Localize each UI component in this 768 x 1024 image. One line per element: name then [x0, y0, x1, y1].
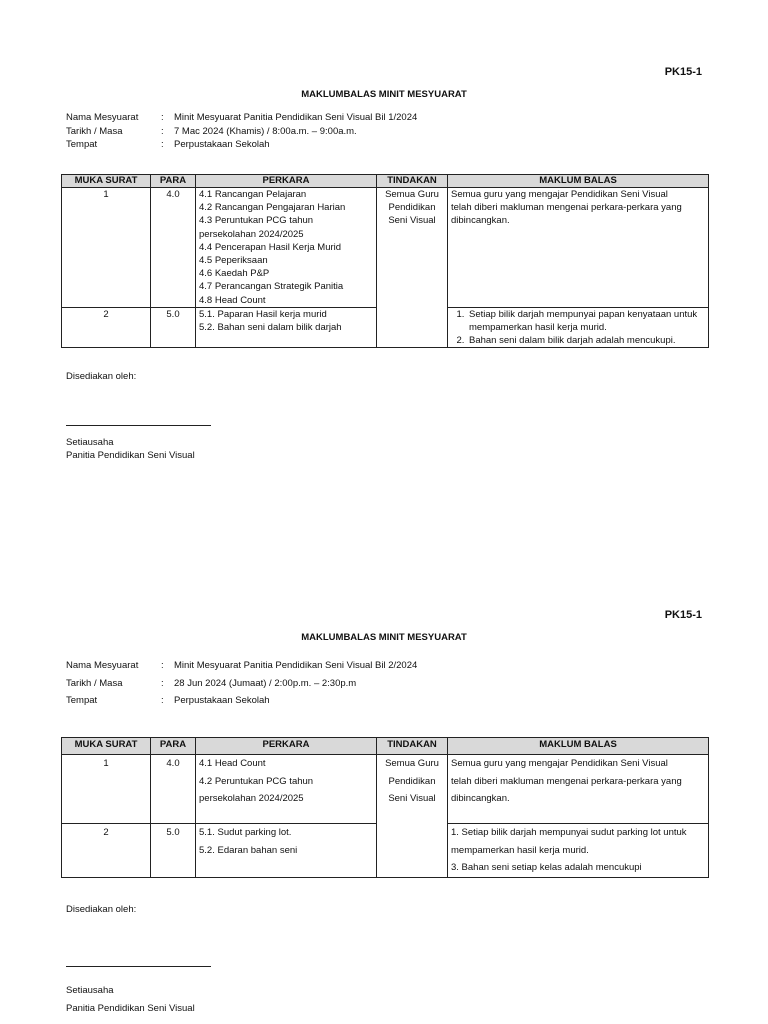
perkara-item: 4.5 Peperiksaan — [199, 255, 268, 267]
meta-value: Minit Mesyuarat Panitia Pendidikan Seni Visual Bil 2/2024 — [174, 660, 418, 671]
perkara-cell — [196, 188, 377, 308]
table-row — [62, 188, 709, 308]
tindakan-line: Semua Guru — [385, 758, 439, 769]
para-cell: 5.0 — [151, 824, 196, 878]
meeting-details — [66, 111, 417, 152]
maklum-balas-cell — [448, 824, 709, 878]
document-title: MAKLUMBALAS MINIT MESYUARAT — [301, 632, 467, 643]
meta-colon: : — [161, 112, 164, 123]
table-header-row — [62, 738, 709, 755]
meta-value: 28 Jun 2024 (Jumaat) / 2:00p.m. – 2:30p.m — [174, 677, 357, 689]
meeting-details — [66, 657, 417, 710]
maklum-balas-cell — [448, 755, 709, 824]
perkara-item: persekolahan 2024/2025 — [199, 228, 304, 240]
header-tindakan: TINDAKAN — [377, 738, 448, 755]
header-para: PARA — [151, 738, 196, 755]
list-item: 2. Bahan seni dalam bilik darjah adalah mencukupi. — [467, 334, 705, 347]
header-perkara: PERKARA — [196, 738, 377, 755]
maklum-balas-line: Semua guru yang mengajar Pendidikan Seni Visual — [451, 758, 668, 769]
meeting-place-row — [66, 692, 417, 710]
tindakan-line: Seni Visual — [388, 793, 436, 804]
meta-value: 7 Mac 2024 (Khamis) / 8:00a.m. – 9:00a.m. — [174, 125, 357, 137]
meta-colon: : — [161, 695, 164, 706]
meta-label: Tempat — [66, 695, 98, 706]
perkara-item: 5.2. Edaran bahan seni — [199, 844, 298, 856]
perkara-item: 5.2. Bahan seni dalam bilik darjah — [199, 322, 342, 334]
meta-label: Nama Mesyuarat — [66, 660, 139, 671]
perkara-cell — [196, 307, 377, 348]
perkara-item: 4.2 Peruntukan PCG tahun — [199, 775, 314, 787]
para-cell: 5.0 — [151, 307, 196, 348]
table-row — [62, 755, 709, 824]
header-muka-surat: MUKA SURAT — [62, 738, 151, 755]
signatory-block — [66, 436, 195, 462]
maklum-balas-line: dibincangkan. — [451, 793, 510, 804]
meta-colon: : — [161, 139, 164, 150]
minutes-table — [61, 174, 709, 348]
header-tindakan: TINDAKAN — [377, 175, 448, 188]
meta-value: Perpustakaan Sekolah — [174, 139, 270, 150]
tindakan-cell — [377, 188, 448, 348]
perkara-item: persekolahan 2024/2025 — [199, 793, 304, 804]
maklum-balas-line: telah diberi makluman mengenai perkara-perkara yang — [451, 775, 682, 787]
maklum-balas-line: dibincangkan. — [451, 215, 510, 227]
signatory-block — [66, 982, 195, 1018]
header-muka-surat: MUKA SURAT — [62, 175, 151, 188]
signatory-role: Setiausaha — [66, 437, 114, 448]
tindakan-line: Seni Visual — [388, 215, 436, 227]
table-header-row — [62, 175, 709, 188]
maklum-balas-list — [451, 308, 705, 348]
maklum-balas-cell — [448, 307, 709, 348]
meeting-name-row — [66, 657, 417, 675]
prepared-by-label: Disediakan oleh: — [66, 904, 137, 915]
muka-surat-cell: 1 — [62, 755, 151, 824]
tindakan-line: Pendidikan — [388, 775, 436, 787]
meta-label: Tarikh / Masa — [66, 125, 123, 137]
perkara-item: 4.6 Kaedah P&P — [199, 268, 270, 280]
perkara-cell — [196, 755, 377, 824]
tindakan-line: Pendidikan — [388, 202, 436, 214]
form-code: PK15-1 — [664, 66, 702, 78]
header-perkara: PERKARA — [196, 175, 377, 188]
muka-surat-cell: 2 — [62, 307, 151, 348]
perkara-item: 4.1 Rancangan Pelajaran — [199, 189, 307, 200]
para-cell: 4.0 — [151, 755, 196, 824]
muka-surat-cell: 2 — [62, 824, 151, 878]
header-maklum-balas: MAKLUM BALAS — [448, 738, 709, 755]
signature-line — [66, 966, 211, 967]
perkara-item: 4.2 Rancangan Pengajaran Harian — [199, 202, 346, 214]
signature-line — [66, 425, 211, 426]
maklum-balas-line: 1. Setiap bilik darjah mempunyai sudut parking lot untuk — [451, 827, 687, 838]
meta-label: Tarikh / Masa — [66, 677, 123, 689]
list-item: 1. Setiap bilik darjah mempunyai papan kenyataan untuk mempamerkan hasil kerja murid. — [467, 308, 705, 334]
meeting-name-row — [66, 111, 417, 125]
document-title: MAKLUMBALAS MINIT MESYUARAT — [301, 89, 467, 100]
maklum-balas-line: telah diberi makluman mengenai perkara-perkara yang — [451, 202, 682, 214]
perkara-item: 4.4 Pencerapan Hasil Kerja Murid — [199, 241, 342, 253]
meta-value: Perpustakaan Sekolah — [174, 695, 270, 706]
meta-colon: : — [161, 677, 164, 689]
tindakan-line: Semua Guru — [385, 189, 439, 200]
signatory-role: Setiausaha — [66, 985, 114, 996]
meta-label: Tempat — [66, 139, 98, 150]
perkara-item: 5.1. Sudut parking lot. — [199, 827, 292, 838]
meta-colon: : — [161, 125, 164, 137]
maklum-balas-line: Semua guru yang mengajar Pendidikan Seni Visual — [451, 189, 668, 200]
meta-value: Minit Mesyuarat Panitia Pendidikan Seni Visual Bil 1/2024 — [174, 112, 418, 123]
perkara-item: 4.8 Head Count — [199, 294, 266, 306]
prepared-by-label: Disediakan oleh: — [66, 371, 137, 382]
meta-label: Nama Mesyuarat — [66, 112, 139, 123]
muka-surat-cell: 1 — [62, 188, 151, 308]
signatory-org: Panitia Pendidikan Seni Visual — [66, 1003, 195, 1014]
form-code: PK15-1 — [664, 609, 702, 621]
header-maklum-balas: MAKLUM BALAS — [448, 175, 709, 188]
tindakan-cell — [377, 755, 448, 878]
perkara-item: 5.1. Paparan Hasil kerja murid — [199, 308, 327, 320]
maklum-balas-cell — [448, 188, 709, 308]
minutes-table — [61, 737, 709, 878]
perkara-item: 4.1 Head Count — [199, 758, 266, 769]
meta-colon: : — [161, 660, 164, 671]
perkara-item: 4.7 Perancangan Strategik Panitia — [199, 281, 344, 293]
meeting-place-row — [66, 138, 417, 152]
signatory-org: Panitia Pendidikan Seni Visual — [66, 450, 195, 461]
para-cell: 4.0 — [151, 188, 196, 308]
perkara-item: 4.3 Peruntukan PCG tahun — [199, 215, 314, 227]
maklum-balas-line: mempamerkan hasil kerja murid. — [451, 844, 589, 856]
maklum-balas-line: 3. Bahan seni setiap kelas adalah mencukupi — [451, 862, 642, 873]
meeting-date-row — [66, 675, 417, 693]
header-para: PARA — [151, 175, 196, 188]
perkara-cell — [196, 824, 377, 878]
meeting-date-row — [66, 125, 417, 139]
